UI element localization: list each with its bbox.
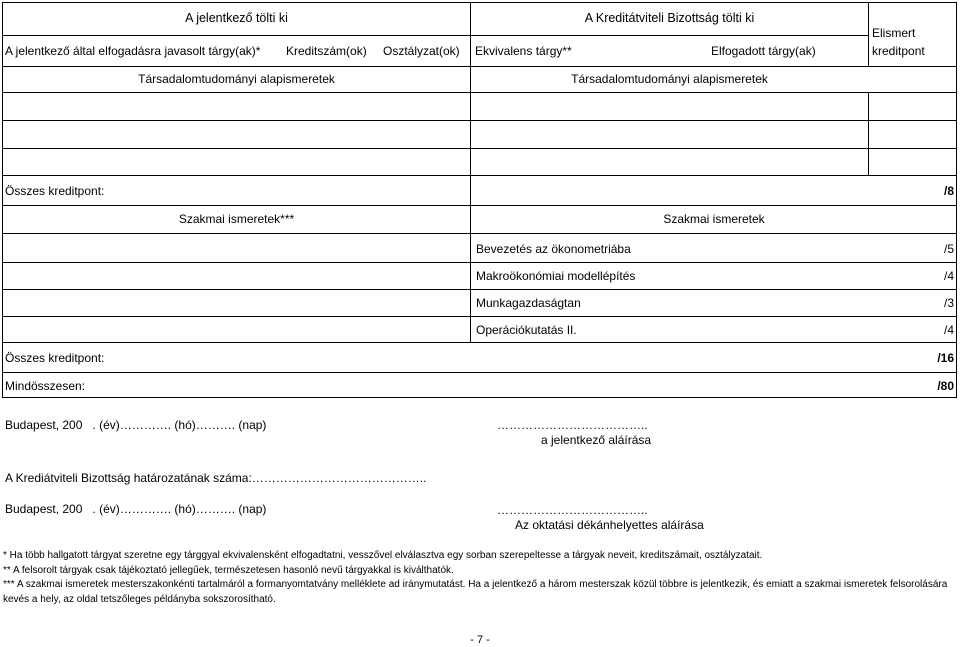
col-header-credits: Kreditszám(ok) [286,44,367,58]
section2-total-value: /16 [937,351,954,365]
applicant-signature-label: a jelentkező aláírása [541,433,652,447]
grand-total-value: /80 [937,379,954,393]
section1-total-label: Összes kreditpont: [5,184,105,198]
committee-section-header: A Kreditátviteli Bizottság tölti ki [584,11,755,25]
grand-total-label: Mindösszesen: [5,379,86,393]
col-header-recognized-2: kreditpont [872,44,925,58]
footnote-1: * Ha több hallgatott tárgyat szeretne egy tárggyal ekvivalensként elfogadtatni, vesszővel elválasztva egy sorban szerepeltesse a tárgyak neveit, kreditszámait, osztályzatait. [3,550,763,561]
col-header-accepted: Elfogadott tárgy(ak) [711,44,816,58]
footnote-2: ** A felsorolt tárgyak csak tájékoztató jellegűek, természetesen hasonló nevű tárgyakkal is kiválthatók. [3,565,454,576]
dean-signature-label: Az oktatási dékánhelyettes aláírása [515,518,704,532]
footnote-3-line2: kevés a hely, az oldal tetszőleges példányba sokszorosítható. [3,594,276,605]
section1-right-title: Társadalomtudományi alapismeretek [571,72,768,86]
date-line-applicant[interactable]: Budapest, 200 . (év)…………. (hó)………. (nap) [5,418,267,432]
date-line-dean[interactable]: Budapest, 200 . (év)…………. (hó)………. (nap) [5,502,267,516]
col-header-subject: A jelentkező által elfogadásra javasolt tárgy(ak)* [5,44,261,58]
section2-total-label: Összes kreditpont: [5,351,105,365]
blank-subject-cell[interactable] [3,93,470,120]
section2-credit: /3 [943,296,954,310]
col-header-grade: Osztályzat(ok) [383,44,460,58]
section2-subject: Bevezetés az ökonometriába [476,242,631,256]
section2-subject: Munkagazdaságtan [476,296,581,310]
section2-credit: /5 [943,242,954,256]
section2-left-title: Szakmai ismeretek*** [178,212,295,226]
section2-subject: Makroökonómiai modellépítés [476,269,636,283]
page-number: - 7 - [470,634,490,646]
col-header-recognized-1: Elismert [872,26,916,40]
applicant-section-header: A jelentkező tölti ki [185,11,288,25]
section1-left-title: Társadalomtudományi alapismeretek [138,72,335,86]
resolution-number-line[interactable]: A Krediátviteli Bizottság határozatának száma:…………………………………….. [5,471,427,485]
signature-dots-applicant[interactable]: ……………………………….. [497,418,648,432]
signature-dots-dean[interactable]: ……………………………….. [497,503,648,517]
blank-subject-cell[interactable] [3,121,470,148]
section2-subject: Operációkutatás II. [476,323,577,337]
section2-credit: /4 [943,269,954,283]
section1-total-value: /8 [943,184,954,198]
section2-right-title: Szakmai ismeretek [663,212,765,226]
blank-subject-cell[interactable] [3,149,470,175]
footnote-3-line1: *** A szakmai ismeretek mesterszakonkénti tartalmáról a formanyomtatvány melléklete ad iránymutatást. Ha a jelentkező a három mesterszak közül többre is jelentkezik, és emiatt a szakmai ismeretek felsorolására [3,579,948,590]
col-header-equivalent: Ekvivalens tárgy** [475,44,572,58]
section2-credit: /4 [943,323,954,337]
